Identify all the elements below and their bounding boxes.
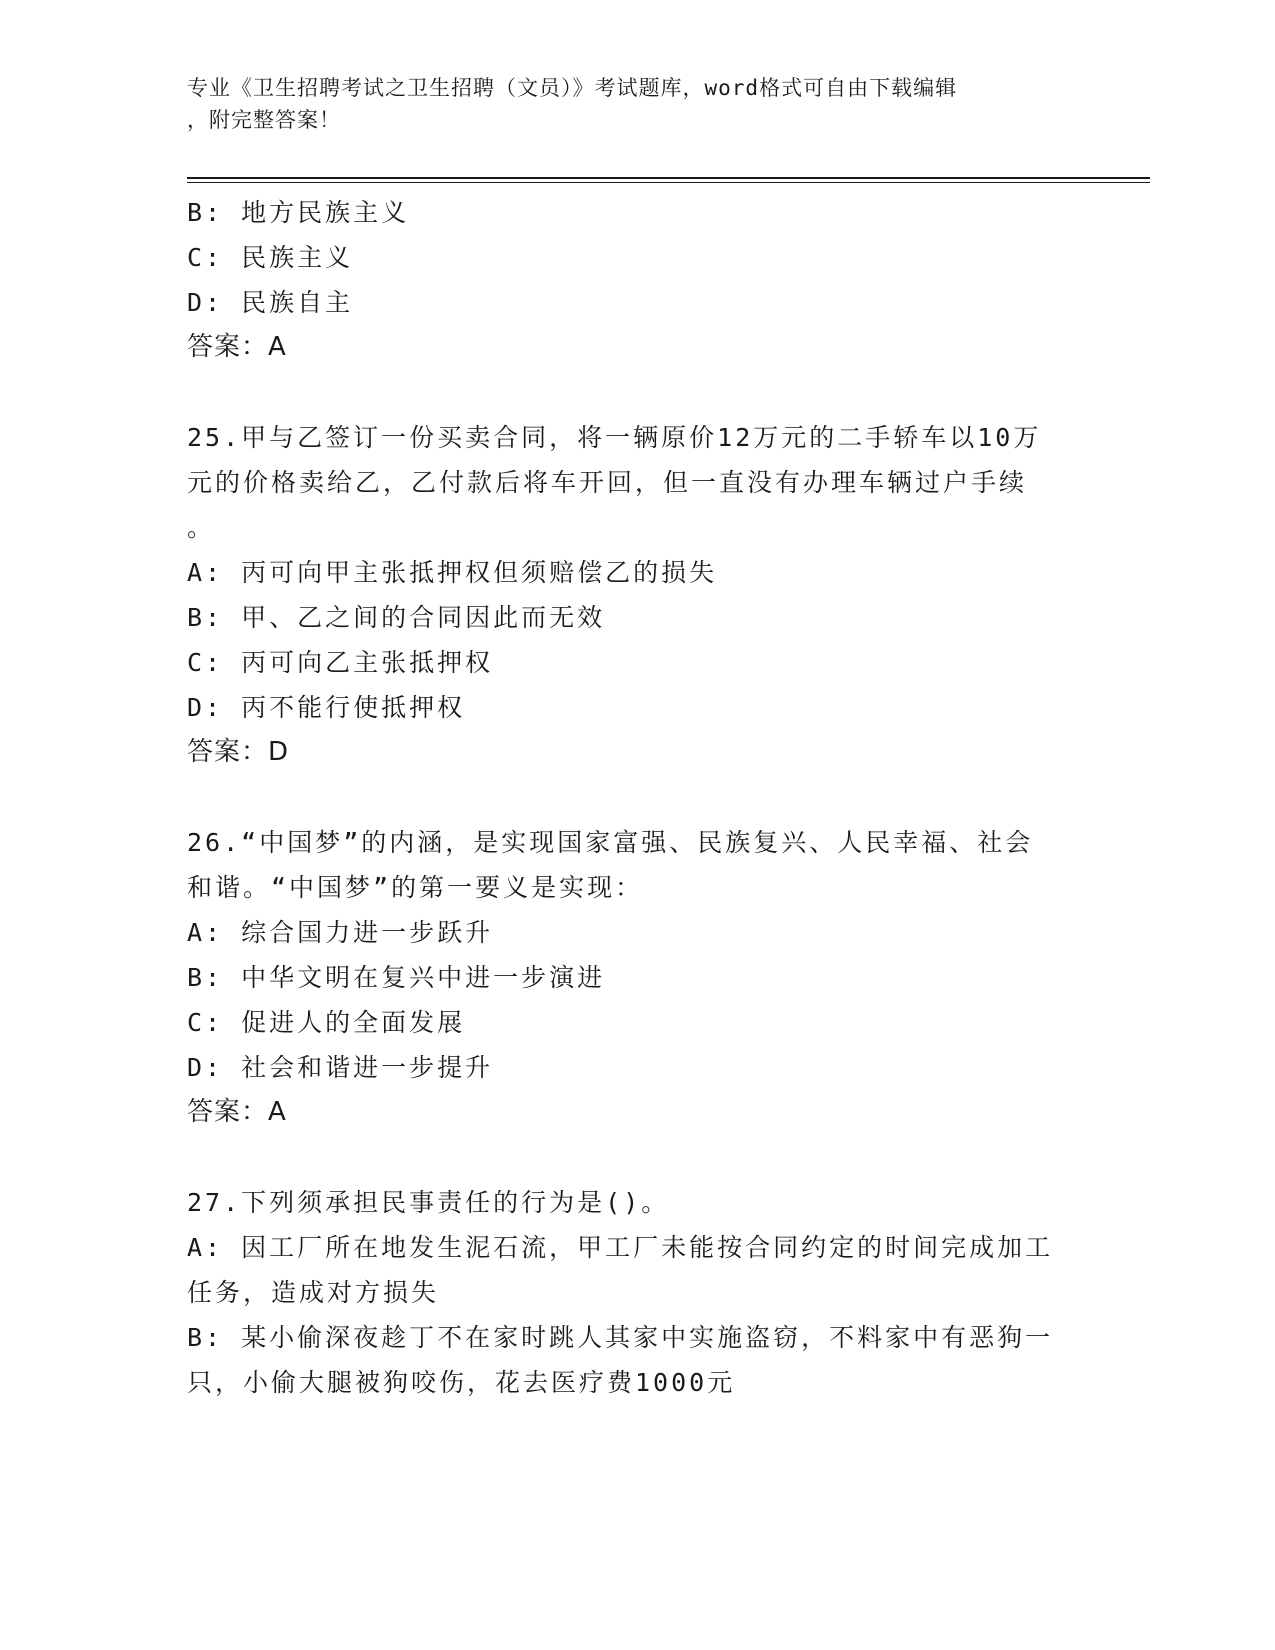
header-line-2: ，附完整答案！ [187,108,341,132]
option-c: C: 民族主义 [187,243,354,272]
question-content [187,190,1067,1405]
question-stem: 和谐。“中国梦”的第一要义是实现： [187,873,644,902]
option-a: A: 丙可向甲主张抵押权但须赔偿乙的损失 [187,558,718,587]
question-25 [187,415,1067,775]
option-d: D: 社会和谐进一步提升 [187,1053,494,1082]
option-b: B: 某小偷深夜趁丁不在家时跳人其家中实施盗窃，不料家中有恶狗一 [187,1323,1054,1352]
header-divider-thin [187,182,1150,183]
option-d: D: 丙不能行使抵押权 [187,693,466,722]
question-stem: 。 [187,513,216,542]
answer: 答案：A [187,332,287,362]
page-header [187,72,1087,136]
answer: 答案：D [187,737,290,767]
option-b: B: 中华文明在复兴中进一步演进 [187,963,606,992]
option-b: B: 地方民族主义 [187,198,410,227]
question-stem: 25.甲与乙签订一份买卖合同，将一辆原价12万元的二手轿车以10万 [187,423,1042,452]
option-c: C: 促进人的全面发展 [187,1008,466,1037]
header-divider [187,177,1150,179]
question-26 [187,820,1067,1135]
option-a: A: 因工厂所在地发生泥石流，甲工厂未能按合同约定的时间完成加工 [187,1233,1054,1262]
question-stem: 26.“中国梦”的内涵，是实现国家富强、民族复兴、人民幸福、社会 [187,828,1034,857]
answer: 答案：A [187,1097,287,1127]
carryover-block [187,190,1067,370]
question-stem: 27.下列须承担民事责任的行为是()。 [187,1188,670,1217]
option-a: A: 综合国力进一步跃升 [187,918,494,947]
question-stem: 元的价格卖给乙，乙付款后将车开回，但一直没有办理车辆过户手续 [187,468,1028,497]
option-d: D: 民族自主 [187,288,354,317]
option-c: C: 丙可向乙主张抵押权 [187,648,494,677]
option-b: B: 甲、乙之间的合同因此而无效 [187,603,606,632]
option-a-continued: 任务，造成对方损失 [187,1278,440,1307]
header-line-1: 专业《卫生招聘考试之卫生招聘（文员）》考试题库，word格式可自由下载编辑 [187,76,958,100]
option-b-continued: 只，小偷大腿被狗咬伤，花去医疗费1000元 [187,1368,736,1397]
question-27 [187,1180,1067,1405]
